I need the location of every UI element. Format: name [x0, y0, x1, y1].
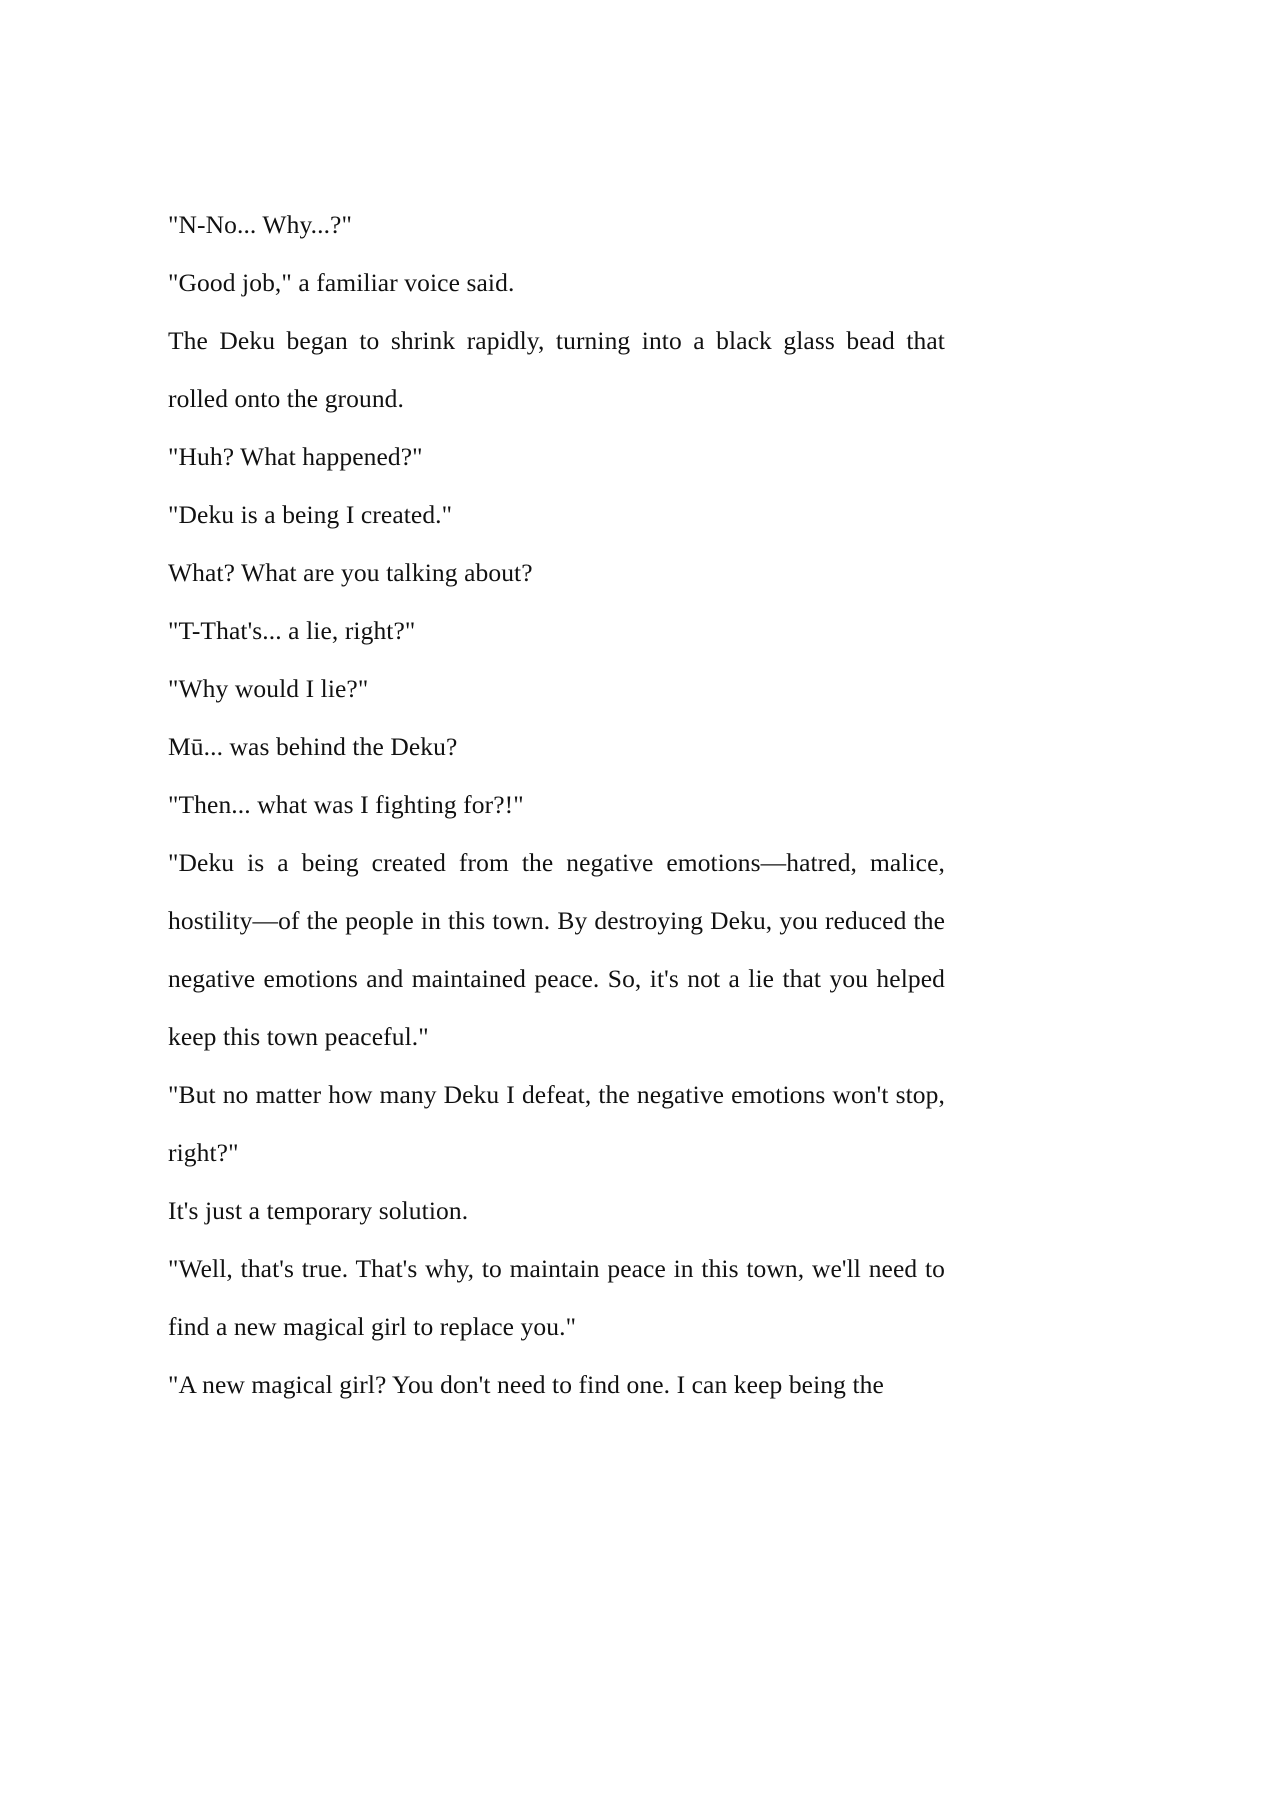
paragraph: "N-No... Why...?" — [168, 210, 352, 239]
paragraph: "Then... what was I fighting for?!" — [168, 790, 524, 819]
paragraph: "Deku is a being created from the negative emotions—hatred, malice, hostility—of the people in this town. By destroying Deku, you reduced the negative emotions and maintained peace. So, it's not a lie that you helped keep this town peaceful." — [168, 848, 945, 1051]
paragraph: "T-That's... a lie, right?" — [168, 616, 416, 645]
paragraph: "A new magical girl? You don't need to find one. I can keep being the — [168, 1370, 884, 1399]
paragraph: "Deku is a being I created." — [168, 500, 453, 529]
paragraph: The Deku began to shrink rapidly, turning into a black glass bead that rolled onto the ground. — [168, 326, 945, 413]
paragraph: "Huh? What happened?" — [168, 442, 423, 471]
paragraph: Mū... was behind the Deku? — [168, 732, 458, 761]
paragraph: What? What are you talking about? — [168, 558, 533, 587]
paragraph: "Good job," a familiar voice said. — [168, 268, 515, 297]
text-body — [168, 196, 945, 1414]
paragraph: "Why would I lie?" — [168, 674, 369, 703]
paragraph: "But no matter how many Deku I defeat, the negative emotions won't stop, right?" — [168, 1080, 945, 1167]
paragraph: "Well, that's true. That's why, to maintain peace in this town, we'll need to find a new magical girl to replace you." — [168, 1254, 945, 1341]
paragraph: It's just a temporary solution. — [168, 1196, 469, 1225]
